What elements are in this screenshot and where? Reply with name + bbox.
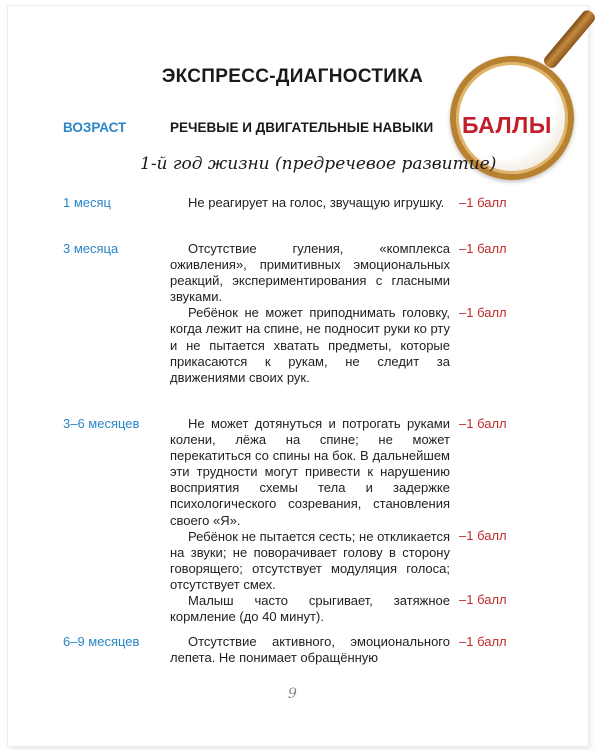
entry-description	[170, 241, 450, 386]
entry-score: –1 балл	[459, 416, 507, 431]
entry-age: 6–9 месяцев	[63, 634, 140, 649]
entry-score: –1 балл	[459, 305, 507, 320]
entry-text: Отсутствие гуления, «комплекса оживления», примитивных эмоциональных реакций, экспериментирования с гласными звуками.	[170, 241, 450, 305]
entry-text: Не может дотянуться и потрогать руками колени, лёжа на спине; не может перекатиться со спины на бок. В дальнейшем эти трудности могут привести к нарушению восприятия схемы тела и задержке психологического созревания, становления своего «Я».	[170, 416, 450, 528]
entry-age: 3–6 месяцев	[63, 416, 140, 431]
entry-description	[170, 634, 450, 666]
entry-text: Малыш часто срыгивает, затяжное кормление (до 40 минут).	[170, 593, 450, 625]
section-title: 1-й год жизни (предречевое развитие)	[140, 154, 497, 174]
entry-score: –1 балл	[459, 241, 507, 256]
entry-age: 1 месяц	[63, 195, 111, 210]
entry-description	[170, 195, 450, 211]
entry-age: 3 месяца	[63, 241, 119, 256]
entry-score: –1 балл	[459, 195, 507, 210]
entry-text: Не реагирует на голос, звучащую игрушку.	[188, 195, 445, 210]
entry-description	[170, 416, 450, 625]
column-header-skills: РЕЧЕВЫЕ И ДВИГАТЕЛЬНЫЕ НАВЫКИ	[170, 120, 434, 135]
entry-score: –1 балл	[459, 634, 507, 649]
entry-score: –1 балл	[459, 592, 507, 607]
entry-text: Ребёнок не пытается сесть; не откликается на звуки; не поворачивает голову в сторону говорящего; отсутствует модуляция голоса; отсутствует смех.	[170, 528, 450, 592]
entry-text: Ребёнок не может приподнимать головку, когда лежит на спине, не подносит руки ко рту и не пытается хватать предметы, которые прикасаются к рукам, не следит за движениями своих рук.	[170, 305, 450, 385]
page-number: 9	[288, 686, 297, 702]
entry-text: Отсутствие активного, эмоционального лепета. Не понимает обращённую	[170, 634, 450, 666]
column-header-age: ВОЗРАСТ	[63, 120, 127, 135]
column-header-score: БАЛЛЫ	[462, 112, 552, 138]
page-title: ЭКСПРЕСС-ДИАГНОСТИКА	[161, 66, 424, 87]
entry-score: –1 балл	[459, 528, 507, 543]
